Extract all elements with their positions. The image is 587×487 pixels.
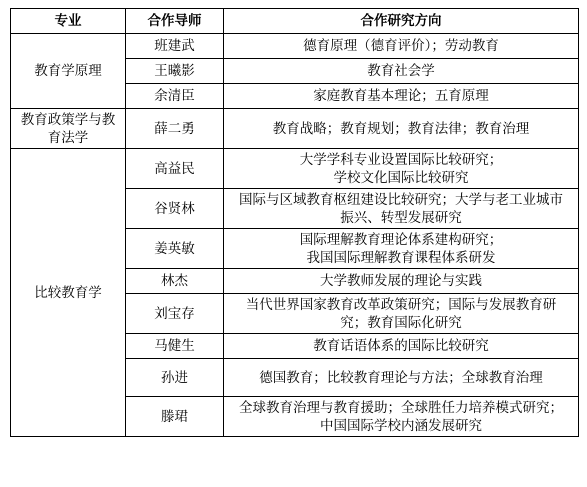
supervisor-cell: 余清臣 (126, 84, 224, 109)
direction-cell (224, 294, 579, 334)
direction-line: 究；教育国际化研究 (340, 314, 462, 331)
direction-line: 国际与区域教育枢纽建设比较研究；大学与老工业城市 (239, 191, 563, 208)
direction-line: 教育社会学 (367, 63, 435, 79)
direction-line: 中国国际学校内涵发展研究 (320, 417, 482, 434)
direction-cell (224, 189, 579, 229)
table-row (11, 149, 579, 189)
direction-line: 家庭教育基本理论；五育原理 (313, 88, 489, 104)
table-row (11, 109, 579, 149)
direction-line: 大学学科专业设置国际比较研究； (299, 151, 503, 168)
direction-line: 大学教师发展的理论与实践 (320, 273, 482, 289)
direction-line: 全球教育治理与教育援助；全球胜任力培养模式研究； (239, 399, 563, 416)
header-major: 专业 (11, 9, 126, 34)
supervisor-table (10, 8, 579, 437)
direction-cell (224, 149, 579, 189)
supervisor-cell: 王曦影 (126, 59, 224, 84)
supervisor-cell: 孙进 (126, 359, 224, 397)
header-direction: 合作研究方向 (224, 9, 579, 34)
supervisor-cell: 姜英敏 (126, 229, 224, 269)
direction-cell (224, 269, 579, 294)
supervisor-cell: 薛二勇 (126, 109, 224, 149)
direction-line: 国际理解教育理论体系建构研究； (299, 231, 503, 248)
supervisor-cell: 高益民 (126, 149, 224, 189)
direction-line: 教育战略；教育规划；教育法律；教育治理 (272, 120, 530, 137)
direction-cell (224, 359, 579, 397)
supervisor-cell: 马健生 (126, 334, 224, 359)
direction-cell (224, 34, 579, 59)
direction-cell (224, 109, 579, 149)
supervisor-cell: 刘宝存 (126, 294, 224, 334)
header-supervisor: 合作导师 (126, 9, 224, 34)
supervisor-cell: 班建武 (126, 34, 224, 59)
direction-line: 当代世界国家教育改革政策研究；国际与发展教育研 (245, 296, 557, 313)
direction-line: 学校文化国际比较研究 (333, 169, 469, 186)
direction-line: 振兴、转型发展研究 (340, 209, 462, 226)
direction-line: 教育话语体系的国际比较研究 (313, 338, 489, 354)
direction-line: 德国教育；比较教育理论与方法；全球教育治理 (259, 369, 543, 386)
header-row (11, 9, 579, 34)
supervisor-cell: 谷贤林 (126, 189, 224, 229)
table-row (11, 34, 579, 59)
major-cell: 教育政策学与教育法学 (11, 109, 126, 149)
direction-cell (224, 397, 579, 437)
major-cell: 教育学原理 (11, 34, 126, 109)
direction-cell (224, 334, 579, 359)
direction-line: 德育原理（德育评价）；劳动教育 (303, 38, 499, 54)
direction-cell (224, 229, 579, 269)
direction-line: 我国国际理解教育课程体系研发 (306, 249, 496, 266)
supervisor-cell: 林杰 (126, 269, 224, 294)
major-cell: 比较教育学 (11, 149, 126, 437)
direction-cell (224, 84, 579, 109)
supervisor-cell: 滕珺 (126, 397, 224, 437)
direction-cell (224, 59, 579, 84)
